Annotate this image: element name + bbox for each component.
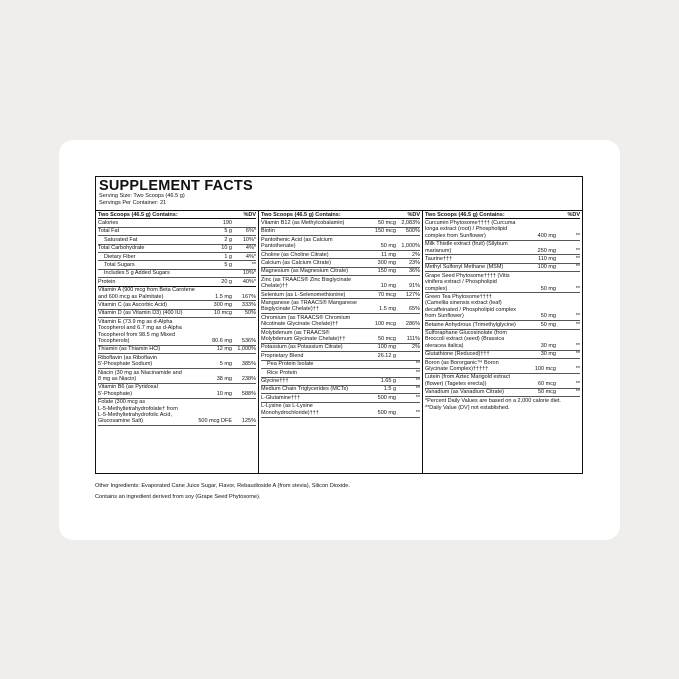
nutrient-amount: 50 mcg	[377, 219, 396, 226]
nutrient-name: Includes 5 g Added Sugars	[104, 270, 170, 277]
nutrient-dv: 4%*	[245, 245, 256, 252]
nutrient-name: Folate (300 mcg as L-5-Methyltetrahydrofolate† from L-5-Methyltetrahydrofolic Acid, Glucosamine Salt)	[98, 399, 178, 425]
nutrient-name: Dietary Fiber	[104, 253, 136, 260]
nutrient-dv: 536%	[241, 338, 256, 344]
nutrient-row	[98, 399, 256, 427]
nutrient-amount: 50 mcg	[537, 389, 556, 396]
nutrient-row	[261, 369, 420, 377]
nutrient-dv: 385%	[241, 361, 256, 368]
nutrient-amount: 150 mcg	[374, 228, 396, 235]
nutrient-dv: **	[575, 321, 580, 328]
nutrient-dv: **	[575, 255, 580, 262]
nutrient-name: Rice Protein	[267, 369, 297, 376]
footnote-percent-dv: *Percent Daily Values are based on a 2,000 calorie diet.	[425, 398, 561, 405]
nutrient-dv: 23%	[408, 259, 420, 266]
nutrient-row	[261, 219, 420, 227]
nutrient-name: Vitamin B6 (as Pyridoxal 5'-Phosphate)	[98, 384, 158, 397]
nutrient-dv: **	[575, 342, 580, 349]
nutrient-dv: 65%	[408, 306, 420, 313]
column-header-label: Two Scoops (46.5 g) Contains:	[98, 211, 178, 218]
nutrient-name: Molybdenum (as TRAACS® Molybdenum Glycinate Chelate)††	[261, 329, 346, 342]
nutrient-row	[261, 236, 420, 251]
nutrient-name: Glutathione (Reduced)†††	[425, 351, 490, 358]
nutrient-row	[261, 299, 420, 314]
nutrient-row	[261, 259, 420, 267]
nutrient-amount: 50 mg	[540, 313, 556, 320]
nutrient-name: Green Tea Phytosome†††† (Camellia sinensis extract (leaf) decaffeinated / Phospholipid complex from Sunflower)	[425, 293, 517, 320]
nutrient-row	[261, 386, 420, 394]
nutrient-name: Lutein (from Aztec Marigold extract (flower) (Tagetes erecta))	[425, 374, 510, 387]
nutrient-amount: 26.12 g	[377, 352, 396, 359]
nutrient-amount: 10 mg	[216, 390, 232, 397]
nutrient-dv: 238%	[241, 376, 256, 383]
nutrient-dv: 10%*	[242, 270, 256, 277]
nutrient-name: Curcumin Phytosome†††† (Curcuma longa extract (root) / Phospholipid complex from Sunflower)	[425, 219, 516, 239]
nutrient-amount: 12 mg	[216, 346, 232, 353]
nutrient-amount: 400 mg	[537, 232, 556, 239]
nutrient-name: Niacin (30 mg as Niacinamide and 8 mg as Niacin)	[98, 369, 182, 383]
nutrient-dv: **	[415, 369, 420, 376]
nutrient-amount: 150 mg	[377, 268, 396, 275]
nutrient-name: Total Fat	[98, 228, 120, 235]
nutrient-dv: 1,000%	[401, 243, 420, 250]
nutrient-amount: 250 mg	[537, 247, 556, 254]
nutrient-amount: 100 mg	[377, 344, 396, 351]
nutrient-row	[98, 261, 256, 269]
nutrient-name: Sulforaphane Glucosinolate (from Broccoli extract (seed) (Brassica oleracea italica)	[425, 330, 507, 349]
supplement-facts-panel	[95, 176, 583, 474]
nutrient-name: Grape Seed Phytosome†††† (Vitis vinifera extract / Phospholipid complex)	[425, 272, 510, 292]
nutrient-dv: **	[251, 261, 256, 268]
facts-column-3	[423, 211, 582, 473]
nutrient-row	[98, 278, 256, 286]
nutrient-name: Thiamin (as Thiamin HCl)	[98, 346, 161, 353]
nutrient-dv: **	[575, 232, 580, 239]
nutrient-amount: 100 mcg	[534, 366, 556, 373]
nutrient-dv: **	[575, 313, 580, 320]
allergen-statement: Contains an ingredient derived from soy (Grape Seed Phytosome).	[95, 493, 261, 500]
nutrient-dv: **	[575, 264, 580, 271]
nutrient-dv: **	[575, 380, 580, 387]
nutrient-row	[425, 255, 580, 263]
nutrient-amount: 10 mg	[380, 283, 396, 290]
nutrient-row	[261, 291, 420, 299]
nutrient-name: Choline (as Choline Citrate)	[261, 251, 329, 258]
nutrient-amount: 20 g	[221, 278, 232, 285]
nutrient-row	[261, 329, 420, 344]
nutrient-name: Saturated Fat	[104, 236, 138, 243]
nutrient-name: Biotin	[261, 228, 275, 235]
nutrient-row	[425, 241, 580, 256]
column-header-dv: %DV	[243, 211, 256, 218]
nutrient-row	[98, 301, 256, 309]
nutrient-dv: 111%	[406, 336, 420, 342]
serving-size: Serving Size: Two Scoops (46.5 g)	[99, 193, 185, 199]
servings-per-container: Servings Per Container: 21	[99, 199, 167, 206]
nutrient-name: Zinc (as TRAACS® Zinc Bisglycinate Chelate)††	[261, 276, 352, 290]
nutrient-dv: 6%*	[245, 228, 256, 235]
nutrient-row	[98, 310, 256, 318]
nutrient-amount: 80.6 mg	[212, 338, 232, 344]
facts-header	[96, 177, 582, 210]
nutrient-row	[98, 384, 256, 399]
nutrient-amount: 500 mg	[377, 409, 396, 416]
nutrient-dv: 1,000%	[237, 346, 256, 353]
nutrient-amount: 5 mg	[219, 361, 232, 368]
nutrient-dv: 91%	[408, 283, 420, 290]
nutrient-dv: **	[415, 386, 420, 393]
nutrient-name: Magnesium (as Magnesium Citrate)	[261, 268, 349, 275]
nutrient-dv: **	[415, 361, 420, 368]
nutrient-amount: 190	[222, 219, 232, 226]
nutrient-row	[98, 287, 256, 302]
nutrient-name: Vitamin C (as Ascorbic Acid)	[98, 301, 167, 308]
nutrient-row	[261, 352, 420, 360]
nutrient-dv: 127%	[405, 291, 420, 298]
nutrient-dv: **	[575, 389, 580, 396]
nutrient-name: Betaine Anhydrous (Trimethylglycine)	[425, 321, 516, 328]
nutrient-amount: 38 mg	[216, 376, 232, 383]
nutrient-row	[261, 394, 420, 402]
other-ingredients-section	[95, 483, 583, 505]
column-header-dv: %DV	[407, 211, 420, 218]
nutrient-row	[261, 344, 420, 352]
nutrient-name: Vitamin B12 (as Methylcobalamin)	[261, 219, 345, 226]
nutrient-name: Proprietary Blend	[261, 352, 304, 359]
nutrient-dv: 2%	[412, 344, 420, 351]
nutrient-row	[261, 251, 420, 259]
nutrient-row	[425, 264, 580, 272]
nutrient-amount: 1.5 mg	[215, 293, 232, 300]
nutrient-amount: 500 mg	[377, 394, 396, 401]
nutrient-amount: 50 mg	[380, 243, 396, 250]
nutrient-amount: 1.5 mg	[379, 306, 396, 313]
nutrient-amount: 10 g	[221, 245, 232, 252]
nutrient-dv: 500%	[405, 228, 420, 235]
facts-column-1	[96, 211, 259, 473]
nutrient-amount: 5 g	[224, 261, 232, 268]
nutrient-amount: 70 mcg	[377, 291, 396, 298]
nutrient-name: Taurine†††	[425, 255, 453, 262]
nutrient-name: Protein	[98, 278, 116, 285]
nutrient-row	[425, 351, 580, 359]
nutrient-amount: 50 mcg	[377, 336, 396, 342]
nutrient-row	[98, 318, 256, 346]
nutrient-dv: 286%	[405, 321, 420, 328]
nutrient-row	[425, 321, 580, 329]
nutrient-name: Riboflavin (as Riboflavin 5'-Phosphate Sodium)	[98, 354, 157, 368]
nutrient-dv: 50%	[244, 310, 256, 317]
nutrient-row	[261, 378, 420, 386]
nutrient-amount: 10 mcg	[213, 310, 232, 317]
nutrient-dv: 40%*	[242, 278, 256, 285]
column-header	[261, 211, 420, 219]
nutrient-name: Vanadium (as Vanadium Citrate)	[425, 389, 504, 396]
nutrient-row	[261, 314, 420, 329]
nutrient-row	[261, 276, 420, 291]
nutrient-amount: 30 mg	[540, 342, 556, 349]
nutrient-amount: 500 mcg DFE	[198, 418, 232, 425]
nutrient-amount: 50 mg	[540, 321, 556, 328]
nutrient-amount: 2 g	[224, 236, 232, 243]
nutrient-row	[425, 219, 580, 240]
nutrient-row	[261, 403, 420, 418]
nutrient-row	[261, 268, 420, 276]
column-header-dv: %DV	[567, 211, 580, 218]
nutrient-amount: 300 mg	[377, 259, 396, 266]
nutrient-name: Calories	[98, 219, 119, 226]
nutrient-amount: 5 g	[224, 228, 232, 235]
nutrient-row	[98, 253, 256, 261]
nutrient-row	[425, 359, 580, 374]
nutrient-name: Total Carbohydrate	[98, 245, 145, 252]
nutrient-dv: 588%	[241, 390, 256, 397]
nutrient-row	[425, 374, 580, 389]
nutrient-amount: 100 mcg	[374, 321, 396, 328]
nutrient-row	[98, 219, 256, 227]
nutrient-name: Total Sugars	[104, 261, 135, 268]
column-header	[98, 211, 256, 219]
nutrient-name: Milk Thistle extract (fruit) (Silybum marianum)	[425, 241, 508, 254]
nutrient-dv: 167%	[241, 293, 256, 300]
nutrient-row	[425, 389, 580, 397]
nutrient-amount: 1.5 g	[383, 386, 396, 393]
nutrient-row	[98, 270, 256, 278]
nutrient-dv: **	[575, 351, 580, 358]
nutrient-name: Vitamin E (73.9 mg as d-Alpha Tocopherol and 6.7 mg as d-Alpha Tocopherol from 98.5 mg Mixed Tocopherols)	[98, 318, 182, 344]
nutrient-dv: 2,083%	[401, 219, 420, 226]
nutrient-name: Pea Protein Isolate	[267, 361, 314, 368]
nutrient-amount: 100 mg	[537, 264, 556, 271]
nutrient-amount: 1.65 g	[380, 378, 396, 385]
nutrient-dv: **	[415, 378, 420, 385]
nutrient-amount: 300 mg	[213, 301, 232, 308]
nutrient-row	[425, 330, 580, 351]
nutrient-name: Vitamin A (900 mcg from Beta Carotene and 600 mcg as Palmitate)	[98, 287, 195, 300]
nutrient-amount: 50 mg	[540, 285, 556, 292]
column-header-label: Two Scoops (46.5 g) Contains:	[425, 211, 505, 218]
nutrient-row	[425, 293, 580, 321]
nutrient-dv: **	[575, 366, 580, 373]
nutrient-name: Manganese (as TRAACS® Manganese Bisglycinate Chelate)††	[261, 299, 357, 313]
facts-title: SUPPLEMENT FACTS	[99, 178, 253, 194]
nutrient-row	[98, 369, 256, 384]
facts-columns	[96, 210, 582, 473]
nutrient-row	[98, 236, 256, 244]
nutrient-dv: **	[415, 409, 420, 416]
column-header	[425, 211, 580, 219]
nutrient-row	[98, 228, 256, 236]
nutrient-name: Methyl Sulfonyl Methane (MSM)	[425, 264, 504, 271]
nutrient-dv: 2%	[412, 251, 420, 258]
nutrient-row	[98, 354, 256, 369]
nutrient-name: Potassium (as Potassium Citrate)	[261, 344, 343, 351]
facts-footnotes	[425, 397, 580, 411]
nutrient-row	[98, 346, 256, 354]
facts-column-2	[259, 211, 423, 473]
nutrient-name: L-Glutamine†††	[261, 394, 301, 401]
nutrient-amount: 60 mcg	[537, 380, 556, 387]
nutrient-name: Boron (as Bororganic™ Boron Glycinate Complex)†††††	[425, 359, 499, 373]
footnote-dv-not-established: **Daily Value (DV) not established.	[425, 404, 510, 411]
nutrient-name: Selenium (as L-Selenomethionine)	[261, 291, 346, 298]
nutrient-name: L-Lysine (as L-Lysine Monohydrochloride)†††	[261, 403, 319, 416]
nutrient-dv: **	[415, 394, 420, 401]
nutrient-name: Calcium (as Calcium Citrate)	[261, 259, 331, 266]
nutrient-row	[261, 228, 420, 236]
nutrient-dv: **	[575, 247, 580, 254]
nutrient-name: Pantothenic Acid (as Calcium Pantothenate)	[261, 236, 333, 250]
nutrient-row	[98, 245, 256, 253]
nutrient-name: Vitamin D (as Vitamin D3) (400 IU)	[98, 310, 183, 317]
column-header-label: Two Scoops (46.5 g) Contains:	[261, 211, 341, 218]
nutrient-name: Medium Chain Triglycerides (MCTs)	[261, 386, 349, 393]
other-ingredients: Other Ingredients: Evaporated Cane Juice Sugar, Flavor, Rebaudioside A (from stevia), Silicon Dioxide.	[95, 483, 350, 489]
nutrient-amount: 30 mg	[540, 351, 556, 358]
nutrient-row	[425, 272, 580, 293]
nutrient-dv: 333%	[241, 301, 256, 308]
nutrient-amount: 110 mg	[538, 255, 556, 262]
nutrient-row	[261, 361, 420, 369]
nutrient-dv: **	[575, 285, 580, 292]
nutrient-name: Glycine†††	[261, 378, 289, 385]
nutrient-dv: 10%*	[242, 236, 256, 243]
nutrient-name: Chromium (as TRAACS® Chromium Nicotinate Glycinate Chelate)††	[261, 314, 351, 328]
nutrient-amount: 1 g	[224, 253, 232, 260]
nutrient-amount: 11 mg	[381, 251, 396, 258]
nutrient-dv: 125%	[241, 418, 256, 425]
nutrient-dv: 36%	[408, 268, 420, 275]
nutrient-dv: 4%*	[245, 253, 256, 260]
